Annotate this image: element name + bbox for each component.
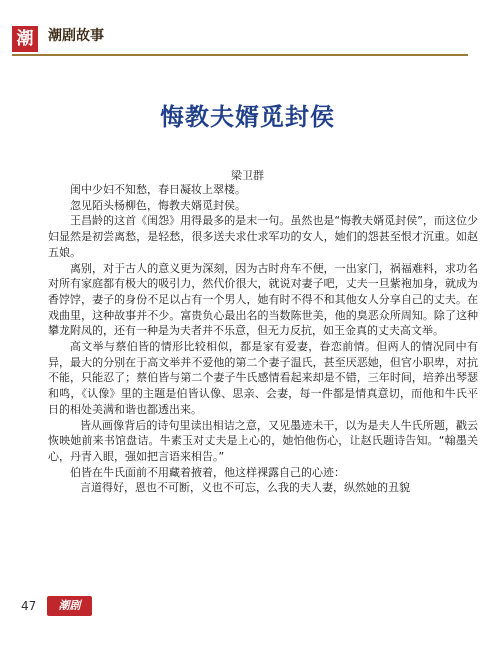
page-number: 47 [21,599,37,613]
chaoju-logo: 潮 [12,26,38,52]
footer-logo: 潮剧 [47,596,92,616]
body-paragraph: 闺中少妇不知愁，春日凝妆上翠楼。 [70,183,246,196]
body-paragraph: 高文举与蔡伯皆的情形比较相似，都是家有爱妻，眷恋前情。但两人的情况同中有异，最大的分别在于高文举并不爱他的第二个妻子温氏，甚至厌恶她，但官小职卑，对抗不能，只能忍了；蔡伯皆与第二个妻子牛氏感情看起来却是不错，三年时间，培养出琴瑟和鸣，《认像》里的主题是伯皆认像、思亲、会妻，每一件都是情真意切，而他和牛氏平日的相处美满和谐也都透出来。 [48,340,478,416]
page-header [0,0,495,62]
header-divider [12,54,468,56]
body-paragraph: 伯皆在牛氏面前不用藏着掖着，他这样裸露自己的心迹： [70,465,345,479]
body-paragraph: 离别，对于古人的意义更为深刻，因为古时舟车不便，一出家门，祸福难料，求功名对所有家庭都有极大的吸引力，然代价很大，就说对妻子吧，丈夫一旦紫袍加身，就成为香饽饽，妻子的身份不足以占有一个男人，她有时不得不和其他女人分享自己的丈夫。在戏曲里，这种故事并不少。富贵负心最出名的当数陈世美，他的臭恶众所周知。除了这种攀龙附凤的，还有一种是为夫者并不乐意，但无力反抗，如王金真的丈夫高文举。 [48,261,478,338]
article-title: 悔教夫婿觅封侯 [160,103,335,131]
body-paragraph: 言道得好，恩也不可断，义也不可忘，么我的夫人妻，纵然她的丑貌 [80,481,410,495]
body-paragraph: 皆从画像背后的诗句里读出相诘之意，又见墨迹未干，以为是夫人牛氏所题，戳云恢映她前来书馆盘诘。牛素玉对丈夫是上心的，她怕他伤心，让赵氏题诗告知。“翰墨关心，丹青入眼，强如把言语来相告。” [48,418,478,463]
body-paragraph: 忽见陌头杨柳色，悔教夫婿觅封侯。 [70,198,246,212]
article-body [48,182,478,496]
section-label: 潮剧故事 [48,28,104,44]
body-paragraph: 王昌龄的这首《闺怨》用得最多的是末一句。虽然也是“悔教夫婿觅封侯”，而这位少妇显然是初尝离愁，是轻愁，很多送夫求仕求军功的女人，她们的怨甚至恨才沉重。如赵五娘。 [48,214,478,259]
article-author: 梁卫群 [231,169,264,182]
